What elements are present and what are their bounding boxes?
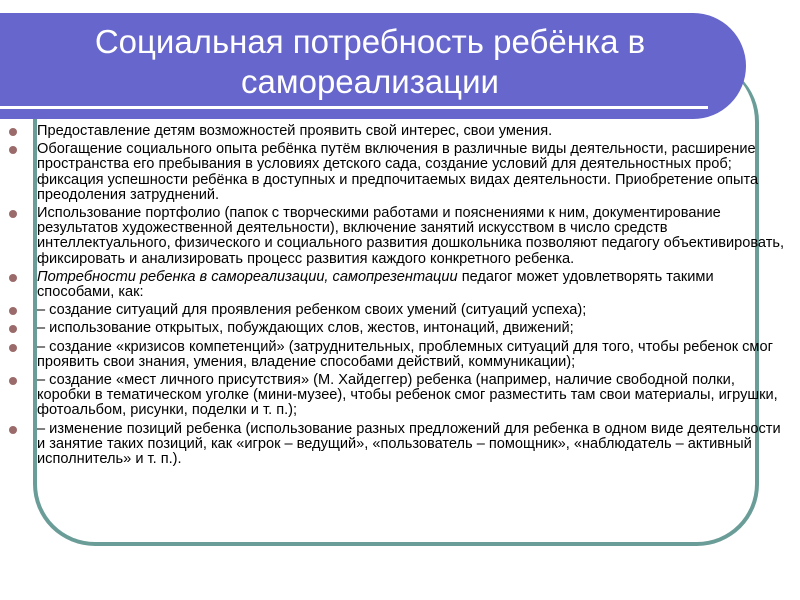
title-banner — [0, 13, 746, 119]
bullet-dot-icon — [9, 274, 17, 282]
list-item-text: – создание «кризисов компетенций» (затруднительных, проблемных ситуаций для того, чтобы ребенок смог проявить свои знания, умения, владение способами действий, коммуникации); — [37, 338, 773, 370]
bullet-dot-icon — [9, 210, 17, 218]
slide-title-line-1: Социальная потребность ребёнка в — [94, 23, 646, 60]
list-item — [0, 422, 800, 468]
bullet-dot-icon — [9, 325, 17, 333]
slide-title-line-2: самореализации — [241, 63, 499, 100]
list-item — [0, 321, 800, 336]
list-item-text: – создание «мест личного присутствия» (М. Хайдеггер) ребенка (например, наличие свободной полки, коробки в тематическом уголке (мини-музее), чтобы ребенок смог разместить там свои материалы, игрушки, фотоальбом, рисунки, поделки и т. п.); — [37, 372, 778, 419]
bullet-dot-icon — [9, 344, 17, 352]
bullet-dot-icon — [9, 146, 17, 154]
list-item — [0, 373, 800, 419]
list-item-rest-text: педагог может удовлетворять такими способами, как: — [37, 268, 714, 301]
bullet-list — [0, 124, 800, 470]
list-item-text — [37, 270, 792, 300]
bullet-dot-icon — [9, 426, 17, 434]
list-item-text: – использование открытых, побуждающих слов, жестов, интонаций, движений; — [37, 320, 574, 337]
list-item-text: – создание ситуаций для проявления ребенком своих умений (ситуаций успеха); — [37, 302, 587, 319]
list-item — [0, 124, 800, 139]
bullet-dot-icon — [9, 128, 17, 136]
list-item-text: Использование портфолио (папок с творческими работами и пояснениями к ним, документирование результатов художественной деятельности), включение занятий искусством в число средств интеллектуального, физического и социального развития дошкольника позволяют педагогу объективировать, фиксировать и анализировать процесс развития каждого конкретного ребенка. — [37, 205, 785, 267]
list-item-italic-text: Потребности ребенка в самореализации, самопрезентации — [37, 268, 458, 285]
list-item — [0, 270, 800, 300]
list-item-text: Обогащение социального опыта ребёнка путём включения в различные виды деятельности, расширение пространства его пребывания в условиях детского сада, создание условий для деятельностных проб; фиксация успешности ребёнка в доступных и предпочитаемых видах деятельности. Приобретение опыта преодоления затруднений. — [37, 141, 759, 203]
title-underline-rule — [0, 106, 708, 109]
list-item — [0, 142, 800, 203]
list-item — [0, 340, 800, 370]
list-item — [0, 303, 800, 318]
slide-title — [0, 22, 740, 102]
list-item-text: Предоставление детям возможностей проявить свой интерес, свои умения. — [37, 123, 553, 139]
bullet-dot-icon — [9, 377, 17, 385]
bullet-dot-icon — [9, 307, 17, 315]
list-item-text: – изменение позиций ребенка (использование разных предложений для ребенка в одном виде деятельности и занятие таких позиций, как «игрок – ведущий», «пользователь – помощник», «наблюдатель – активный исполнитель» и т. п.). — [37, 420, 781, 468]
list-item — [0, 206, 800, 267]
